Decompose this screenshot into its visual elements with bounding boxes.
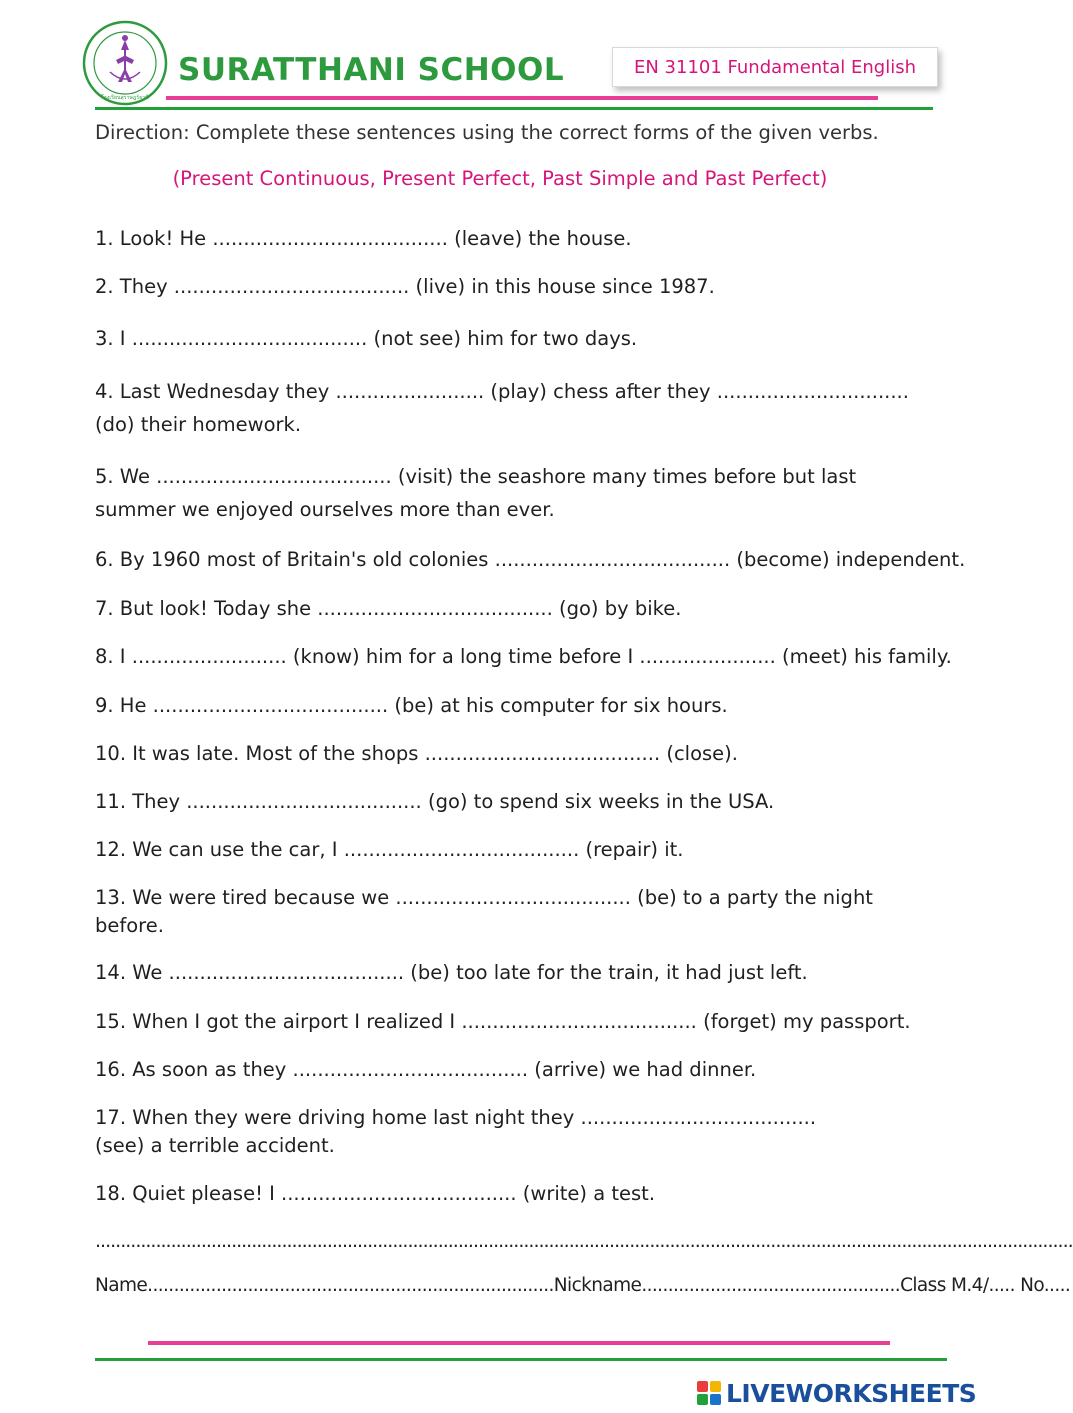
course-label: EN 31101 Fundamental English xyxy=(612,47,938,87)
question-item: 15. When I got the airport I realized I ...................................... (forget) my passport. xyxy=(95,1010,911,1033)
school-logo xyxy=(82,20,168,106)
brand-suffix: WORKSHEETS xyxy=(785,1378,977,1408)
tenses-subtitle: (Present Continuous, Present Perfect, Past Simple and Past Perfect) xyxy=(172,167,828,190)
header-divider-pink xyxy=(166,96,878,100)
question-item: 10. It was late. Most of the shops ...................................... (close). xyxy=(95,742,738,765)
dotted-separator: .................................................................................................................................................................................................. xyxy=(95,1230,1073,1252)
name-fields-line: Name.............................................................................Nickname.................................................Class M.4/..... No..... xyxy=(95,1275,1071,1296)
question-item: 7. But look! Today she ...................................... (go) by bike. xyxy=(95,597,682,620)
footer-divider-green xyxy=(95,1358,947,1361)
question-item: 6. By 1960 most of Britain's old colonies ...................................... (become) independent. xyxy=(95,548,966,571)
logo-caption: โรงเรียนสุราษฎร์ธานี xyxy=(101,95,149,101)
brand-prefix: LIVE xyxy=(726,1378,786,1408)
question-item: 9. He ...................................... (be) at his computer for six hours. xyxy=(95,694,728,717)
question-item: 14. We ...................................... (be) too late for the train, it had just left. xyxy=(95,961,808,984)
liveworksheets-logo-icon xyxy=(696,1380,722,1406)
liveworksheets-wordmark xyxy=(726,1379,976,1408)
question-item: 4. Last Wednesday they ........................ (play) chess after they ............................... (do) their homework. xyxy=(95,380,909,436)
direction-text: Direction: Complete these sentences using the correct forms of the given verbs. xyxy=(95,121,879,144)
footer-divider-pink xyxy=(148,1341,890,1345)
school-name: SURATTHANI SCHOOL xyxy=(178,52,565,88)
liveworksheets-brand xyxy=(696,1378,976,1408)
question-item: 13. We were tired because we ...................................... (be) to a party the night before. xyxy=(95,886,873,937)
question-item: 5. We ...................................... (visit) the seashore many times before but last summer we enjoyed ourselves more than ever. xyxy=(95,465,857,521)
question-item: 2. They ...................................... (live) in this house since 1987. xyxy=(95,275,715,298)
question-item: 11. They ...................................... (go) to spend six weeks in the USA. xyxy=(95,790,775,813)
question-item: 1. Look! He ...................................... (leave) the house. xyxy=(95,227,632,250)
question-item: 3. I ...................................... (not see) him for two days. xyxy=(95,327,638,350)
question-item: 8. I ......................... (know) him for a long time before I ...................... (meet) his family. xyxy=(95,645,952,668)
header-divider-green xyxy=(95,107,933,110)
question-item: 18. Quiet please! I ...................................... (write) a test. xyxy=(95,1182,656,1205)
question-item: 12. We can use the car, I ...................................... (repair) it. xyxy=(95,838,684,861)
question-item: 17. When they were driving home last night they ...................................... (see) a terrible accident. xyxy=(95,1106,817,1157)
question-item: 16. As soon as they ...................................... (arrive) we had dinner. xyxy=(95,1058,757,1081)
